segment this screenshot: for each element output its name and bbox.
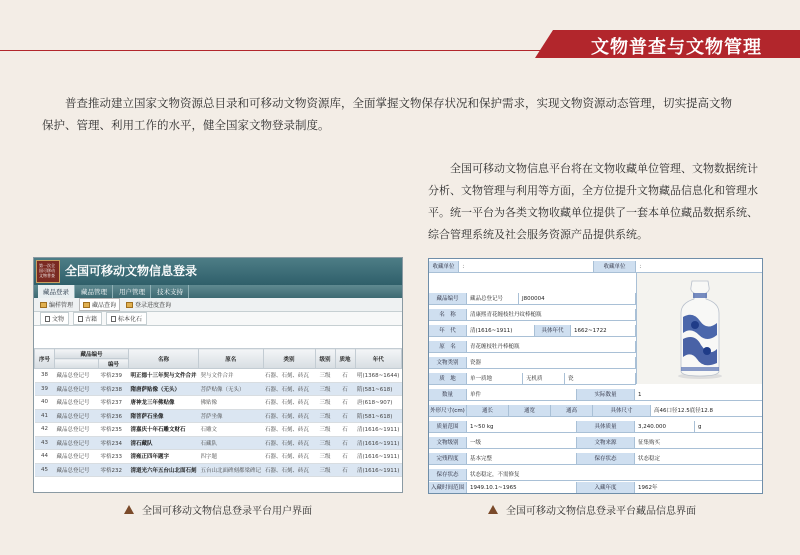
cell-level: 三级 — [315, 382, 335, 396]
form-row — [429, 405, 762, 417]
user-interface-screenshot — [33, 257, 403, 493]
field-value[interactable]: 状态稳定，不需修复 — [467, 469, 763, 481]
intro-paragraph: 普查推动建立国家文物资源总目录和可移动文物资源库，全面掌握文物保存状况和保护需求，实现文物资源动态管理，切实提高文物保护、管理、利用工作的水平，健全国家文物登录制度。 — [42, 96, 732, 132]
cell-name: 清石藏队 — [129, 436, 199, 450]
census-logo: 第一次全国可移动文物普查 — [36, 260, 60, 283]
field-value[interactable]: g — [695, 421, 763, 433]
col-header-name[interactable]: 名称 — [129, 349, 199, 369]
form-row — [429, 389, 762, 401]
blue-white-vase-image — [637, 273, 763, 384]
field-label: 保存状态 — [429, 469, 467, 481]
cell-era: 隋(581~618) — [355, 382, 401, 396]
field-value[interactable]: 1962年 — [635, 482, 763, 494]
header-rule — [0, 50, 560, 51]
field-value[interactable]: 状态稳定 — [635, 453, 763, 465]
field-value[interactable]: 无机质 — [523, 373, 565, 385]
cell-index: 44 — [35, 450, 55, 464]
field-value[interactable]: 1 — [635, 389, 763, 401]
platform-paragraph: 全国可移动文物信息平台将在文物收藏单位管理、文物数据统计分析、文物管理与利用等方面，全方位提升文物藏品信息化和管理水平。统一平台为各类文物收藏单位提供了一套本单位藏品数据系统、综合管理系统及社会服务资源产品提供系统。 — [428, 162, 758, 241]
form-row — [429, 469, 762, 481]
cell-material: 石 — [335, 450, 355, 464]
field-label: 入藏时间范围 — [429, 482, 467, 494]
cell-original-name: 五台山北面碑刻都梁碑记 — [199, 463, 264, 477]
table-row[interactable] — [35, 396, 402, 410]
menu-user-manage[interactable]: 用户管理 — [114, 285, 151, 298]
col-header-material[interactable]: 质地 — [335, 349, 355, 369]
cell-group: 藏品总登记号 — [55, 369, 99, 383]
cell-index: 40 — [35, 396, 55, 410]
cell-original-name: 佛贴像 — [199, 396, 264, 410]
folder-icon — [83, 302, 90, 308]
cell-era: 清(1616~1911) — [355, 463, 401, 477]
cell-index: 38 — [35, 369, 55, 383]
field-value[interactable]: 青花缠枝牡丹棒槌瓶 — [467, 341, 636, 353]
cell-index: 43 — [35, 436, 55, 450]
cell-level: 三级 — [315, 450, 335, 464]
left-caption: 全国可移动文物信息登录平台用户界面 — [124, 502, 312, 517]
cell-level: 三级 — [315, 436, 335, 450]
field-value[interactable]: 征集购买 — [635, 437, 763, 449]
field-label: 具体质量 — [577, 421, 635, 433]
cell-name: 清道光六年五台山北面石刻 — [129, 463, 199, 477]
field-value[interactable]: 单一质地 — [467, 373, 523, 385]
field-value[interactable]: ： — [459, 261, 594, 273]
cell-material: 石 — [335, 423, 355, 437]
field-label: 文物类别 — [429, 357, 467, 369]
cell-category: 石器、石刻、砖瓦 — [263, 450, 315, 464]
subnav-progress-query[interactable]: 登录进度查询 — [126, 300, 171, 309]
field-label: 通宽 — [509, 405, 551, 417]
cell-number: 零格236 — [99, 409, 129, 423]
collection-table — [34, 348, 402, 477]
table-row[interactable] — [35, 436, 402, 450]
cell-name: 隋唐萨贴像（无头） — [129, 382, 199, 396]
folder-icon — [40, 302, 47, 308]
cell-group: 藏品总登记号 — [55, 409, 99, 423]
field-label: 质 地 — [429, 373, 467, 385]
table-row[interactable] — [35, 409, 402, 423]
cell-level: 三级 — [315, 423, 335, 437]
field-label: 藏品编号 — [429, 293, 467, 305]
cell-number: 零格235 — [99, 423, 129, 437]
sub-nav — [34, 298, 402, 312]
main-menu — [34, 285, 402, 298]
triangle-icon — [124, 505, 134, 514]
cell-category: 石器、石刻、砖瓦 — [263, 396, 315, 410]
cell-era: 唐(618~907) — [355, 396, 401, 410]
cell-level: 三级 — [315, 369, 335, 383]
field-value[interactable]: 藏品总登记号 — [467, 293, 519, 305]
tab-specimens[interactable]: 标本化石 — [106, 312, 147, 325]
cell-material: 石 — [335, 396, 355, 410]
field-label: 文物来源 — [577, 437, 635, 449]
cell-index: 41 — [35, 409, 55, 423]
field-label: 保存状态 — [577, 453, 635, 465]
table-row[interactable] — [35, 382, 402, 396]
cell-index: 45 — [35, 463, 55, 477]
cell-category: 石器、石刻、砖瓦 — [263, 369, 315, 383]
subnav-collection-query[interactable]: 藏品查询 — [79, 298, 120, 311]
field-value[interactable]: 一级 — [467, 437, 577, 449]
cell-category: 石器、石刻、砖瓦 — [263, 423, 315, 437]
cell-category: 石器、石刻、砖瓦 — [263, 382, 315, 396]
cell-category: 石器、石刻、砖瓦 — [263, 409, 315, 423]
cell-original-name: 石雕文 — [199, 423, 264, 437]
cell-material: 石 — [335, 409, 355, 423]
tab-ancient-books[interactable]: 古籍 — [73, 312, 102, 325]
field-label: 入藏年度 — [577, 482, 635, 494]
field-label: 实际数量 — [577, 389, 635, 401]
table-row[interactable] — [35, 369, 402, 383]
form-row — [429, 261, 762, 273]
field-value[interactable]: 清(1616~1911) — [467, 325, 535, 337]
field-label: 数量 — [429, 389, 467, 401]
cell-name: 清雍正四年题字 — [129, 450, 199, 464]
field-label: 外形尺寸(cm) — [429, 405, 467, 417]
field-value[interactable]: 1949.10.1~1965 — [467, 482, 577, 494]
cell-group: 藏品总登记号 — [55, 423, 99, 437]
menu-tech-support[interactable]: 技术支持 — [152, 285, 189, 298]
field-label: 年 代 — [429, 325, 467, 337]
table-row[interactable] — [35, 463, 402, 477]
menu-collection-manage[interactable]: 藏品管理 — [76, 285, 113, 298]
right-caption: 全国可移动文物信息登录平台藏品信息界面 — [488, 502, 696, 517]
form-row — [429, 421, 762, 433]
vase-photo — [636, 273, 762, 384]
document-icon — [78, 316, 83, 322]
cell-material: 石 — [335, 369, 355, 383]
field-label: 名 称 — [429, 309, 467, 321]
folder-icon — [126, 302, 133, 308]
field-label: 具体年代 — [535, 325, 571, 337]
menu-collection-entry[interactable]: 藏品登录 — [38, 285, 75, 298]
cell-level: 三级 — [315, 396, 335, 410]
field-value[interactable]: 瓷 — [565, 373, 636, 385]
field-value[interactable]: 高46口径12.5底径12.8 — [651, 405, 763, 417]
cell-number: 零格238 — [99, 382, 129, 396]
cell-name: 清嘉庆十年石雕文财石 — [129, 423, 199, 437]
cell-index: 42 — [35, 423, 55, 437]
cell-group: 藏品总登记号 — [55, 450, 99, 464]
col-header-era[interactable]: 年代 — [355, 349, 401, 369]
cell-era: 明(1368~1644) — [355, 369, 401, 383]
cell-group: 藏品总登记号 — [55, 396, 99, 410]
field-label: 通高 — [551, 405, 593, 417]
col-header-index[interactable]: 序号 — [35, 349, 55, 369]
field-value[interactable]: J800004 — [519, 293, 636, 305]
field-label: 完残程度 — [429, 453, 467, 465]
cell-original-name: 四字题 — [199, 450, 264, 464]
document-icon — [45, 316, 50, 322]
cell-original-name: 契与文件合并 — [199, 369, 264, 383]
cell-era: 隋(581~618) — [355, 409, 401, 423]
field-value[interactable]: 清康熙青花缠枝牡丹纹棒槌瓶 — [467, 309, 636, 321]
cell-number: 零格232 — [99, 463, 129, 477]
cell-index: 39 — [35, 382, 55, 396]
field-value[interactable]: 1662~1722 — [571, 325, 636, 337]
field-value[interactable]: ： — [636, 261, 763, 273]
col-header-sub-empty — [55, 359, 99, 369]
cell-era: 清(1616~1911) — [355, 450, 401, 464]
cell-material: 石 — [335, 382, 355, 396]
col-header-number[interactable]: 编号 — [99, 359, 129, 369]
cell-number: 零格237 — [99, 396, 129, 410]
field-value[interactable]: 基本完整 — [467, 453, 577, 465]
cell-material: 石 — [335, 463, 355, 477]
col-header-category[interactable]: 类别 — [263, 349, 315, 369]
field-value[interactable]: 1~50 kg — [467, 421, 577, 433]
field-label: 收藏单位 — [429, 261, 459, 273]
field-label: 收藏单位 — [594, 261, 636, 273]
table-row[interactable] — [35, 450, 402, 464]
cell-era: 清(1616~1911) — [355, 436, 401, 450]
cell-original-name: 菩萨坐像 — [199, 409, 264, 423]
form-row — [429, 482, 762, 494]
cell-level: 三级 — [315, 409, 335, 423]
triangle-icon — [488, 505, 498, 514]
field-value[interactable]: 单件 — [467, 389, 577, 401]
tab-relics[interactable]: 文物 — [40, 312, 69, 325]
cell-original-name: 菩萨贴像（无头） — [199, 382, 264, 396]
col-header-level[interactable]: 级别 — [315, 349, 335, 369]
col-header-collection-id[interactable]: 藏品编号 — [55, 349, 129, 359]
subnav-sample-manage[interactable]: 编样管理 — [40, 300, 73, 309]
cell-material: 石 — [335, 436, 355, 450]
field-label: 具体尺寸 — [593, 405, 651, 417]
page-title: 文物普查与文物管理 — [591, 37, 762, 58]
table-row[interactable] — [35, 423, 402, 437]
cell-number: 零格239 — [99, 369, 129, 383]
cell-name: 隋菩萨石坐像 — [129, 409, 199, 423]
field-value[interactable]: 瓷器 — [467, 357, 636, 369]
cell-number: 零格234 — [99, 436, 129, 450]
cell-group: 藏品总登记号 — [55, 463, 99, 477]
field-label: 原 名 — [429, 341, 467, 353]
cell-name: 唐神龙三年佛贴像 — [129, 396, 199, 410]
cell-category: 石器、石刻、砖瓦 — [263, 436, 315, 450]
form-row — [429, 453, 762, 465]
form-row — [429, 437, 762, 449]
cell-name: 明正德十三年契与文件合并 — [129, 369, 199, 383]
col-header-original-name[interactable]: 原名 — [199, 349, 264, 369]
cell-category: 石器、石刻、砖瓦 — [263, 463, 315, 477]
system-banner — [34, 258, 402, 285]
cell-era: 清(1616~1911) — [355, 423, 401, 437]
field-label: 质量范围 — [429, 421, 467, 433]
category-tabs — [34, 312, 402, 326]
field-value[interactable]: 3,240.000 — [635, 421, 695, 433]
collection-info-screenshot — [428, 258, 763, 494]
field-label: 文物级别 — [429, 437, 467, 449]
cell-group: 藏品总登记号 — [55, 382, 99, 396]
cell-number: 零格233 — [99, 450, 129, 464]
cell-level: 三级 — [315, 463, 335, 477]
cell-group: 藏品总登记号 — [55, 436, 99, 450]
field-label: 通长 — [467, 405, 509, 417]
system-title: 全国可移动文物信息登录 — [65, 264, 198, 278]
cell-original-name: 石藏队 — [199, 436, 264, 450]
document-icon — [111, 316, 116, 322]
